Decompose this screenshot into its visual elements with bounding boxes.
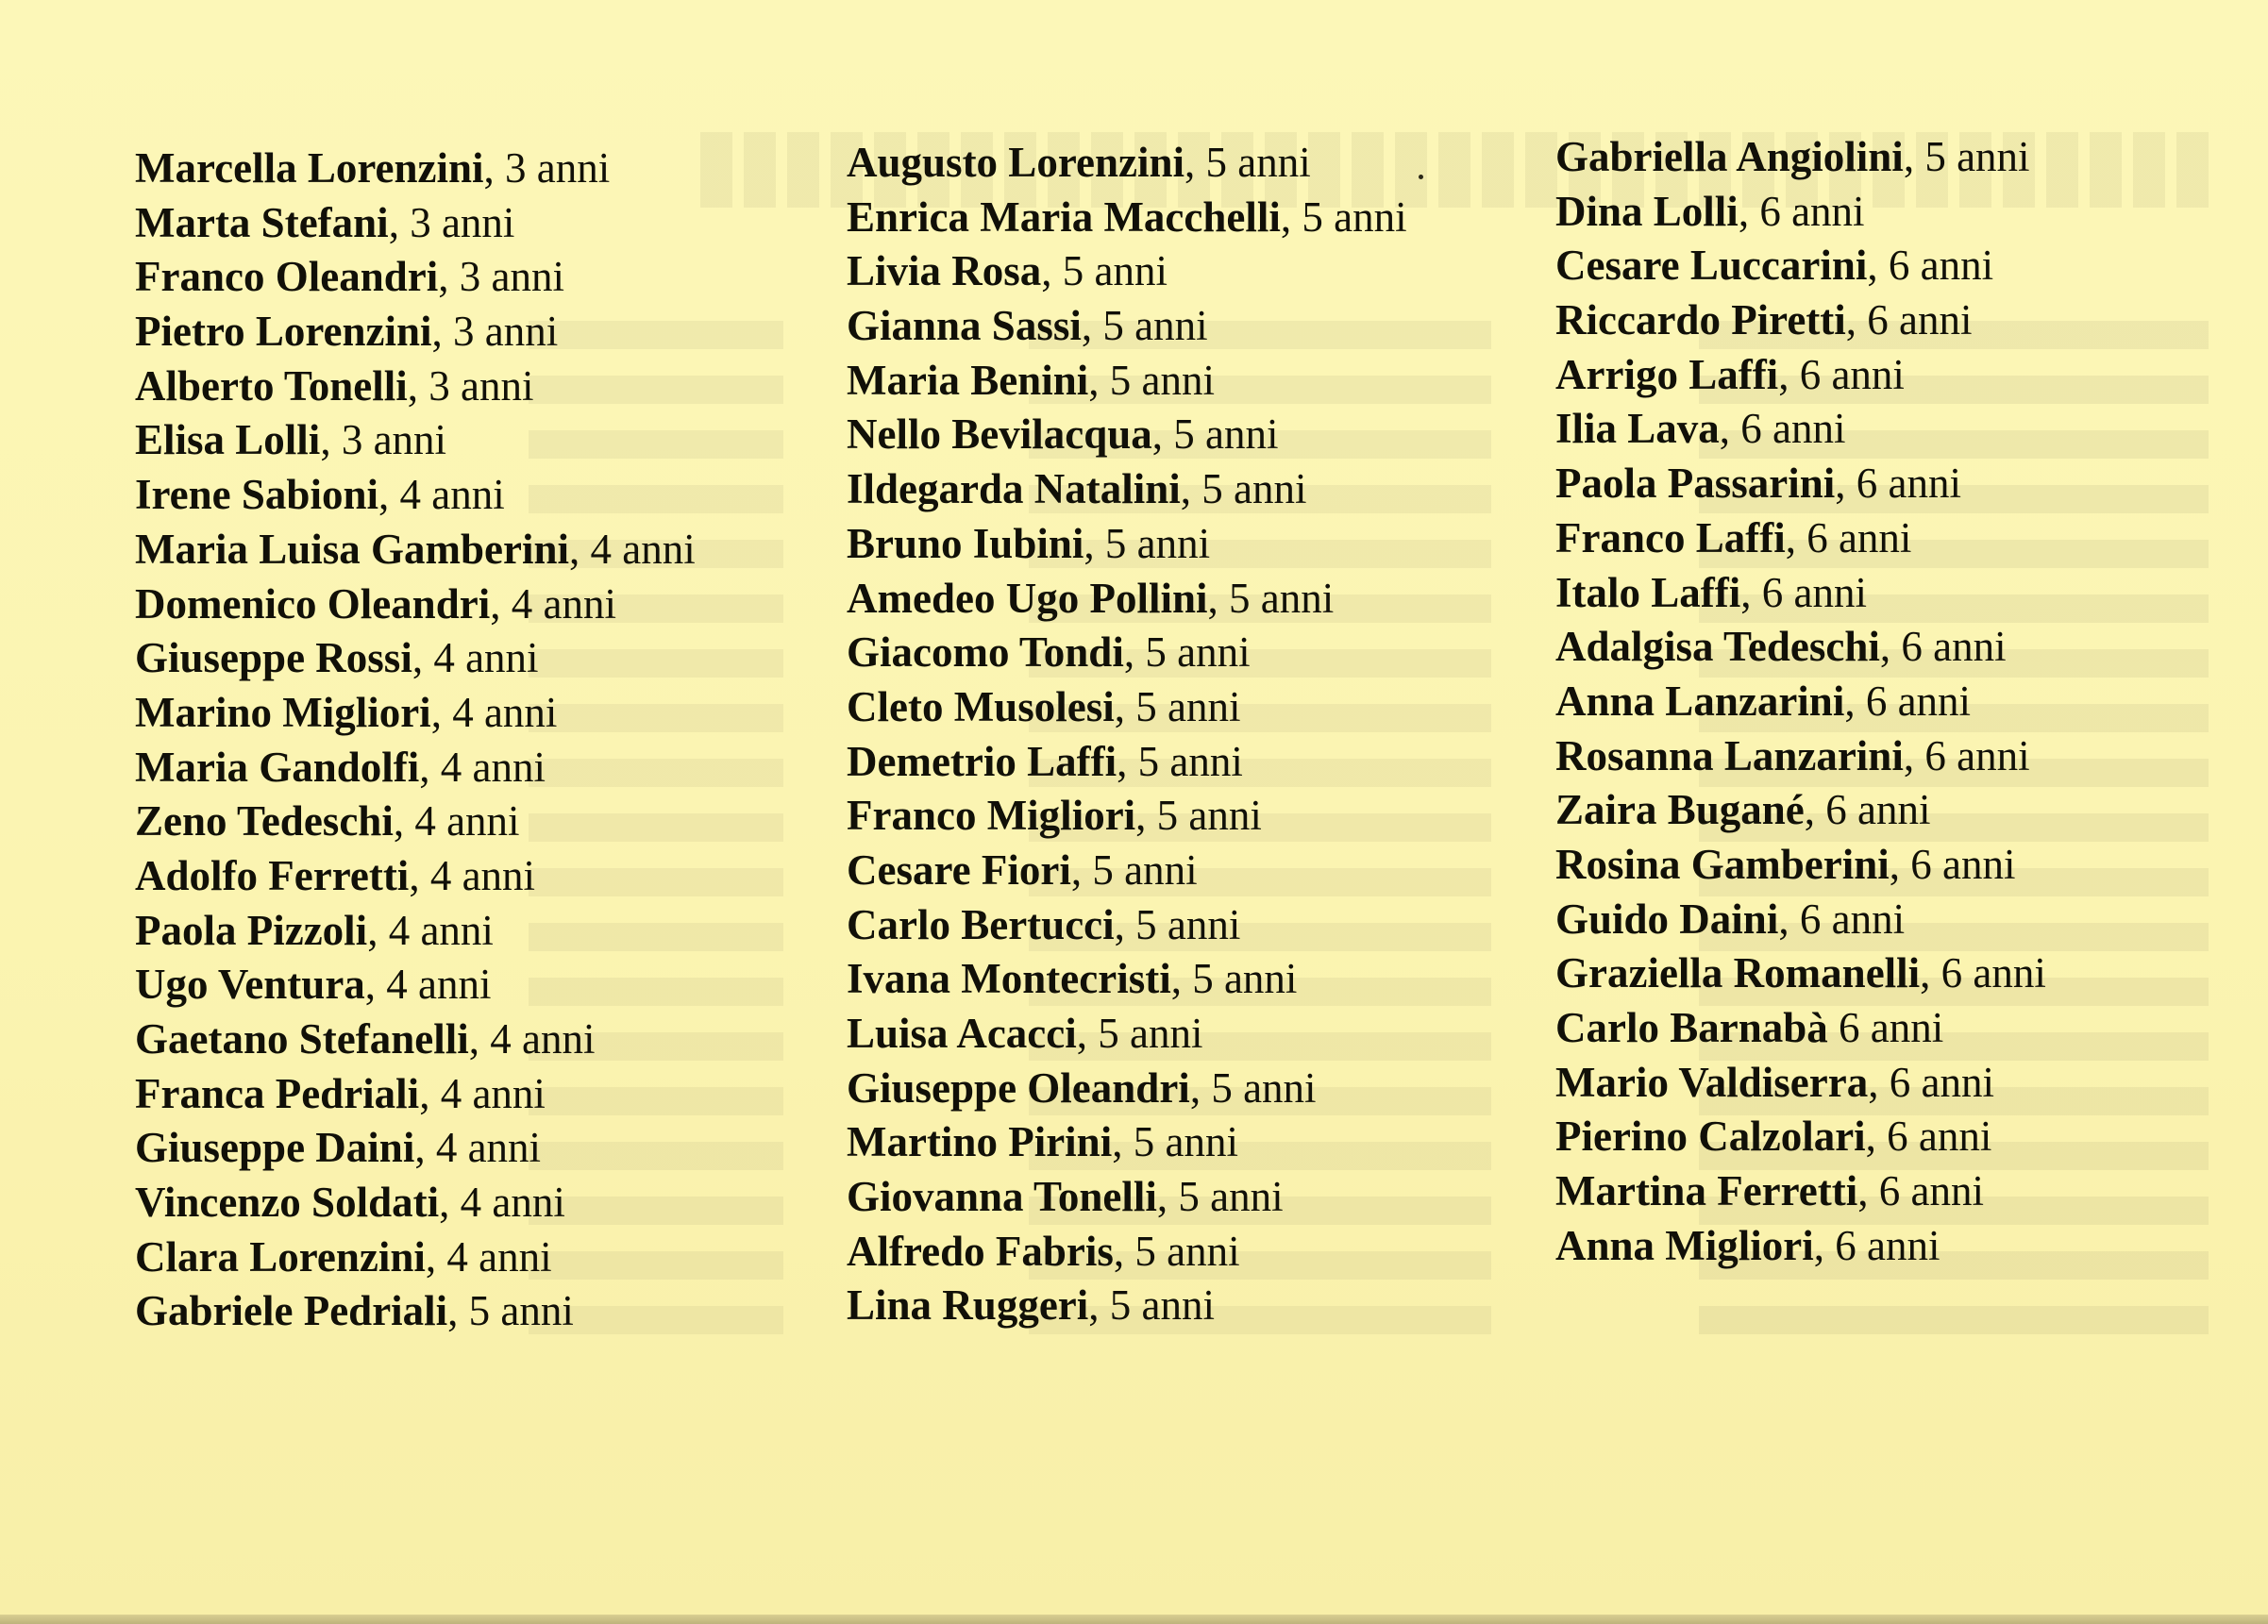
- child-name: Giuseppe Oleandri: [847, 1063, 1190, 1112]
- child-age: , 5 anni: [1088, 356, 1215, 404]
- child-name: Franco Oleandri: [135, 253, 439, 301]
- name-entry: [847, 1225, 1407, 1280]
- child-name: Adolfo Ferretti: [135, 851, 410, 899]
- child-age: , 5 anni: [1189, 1063, 1317, 1112]
- child-age: , 6 anni: [1868, 1058, 1994, 1106]
- child-age: , 6 anni: [1865, 1113, 1992, 1161]
- name-entry: [847, 462, 1407, 517]
- name-entry: [847, 1007, 1407, 1062]
- name-entry: [1555, 185, 2046, 240]
- name-entry: [847, 191, 1407, 245]
- child-name: Adalgisa Tedeschi: [1555, 623, 1880, 671]
- child-age: , 6 anni: [1845, 296, 1973, 344]
- name-entry: [135, 305, 696, 360]
- child-age: , 4 anni: [409, 851, 536, 899]
- name-entry: [1555, 130, 2046, 185]
- child-name: Lina Ruggeri: [847, 1281, 1089, 1330]
- child-age: , 4 anni: [414, 1124, 542, 1172]
- child-age: , 6 anni: [1867, 242, 1994, 290]
- child-name: Ilia Lava: [1555, 405, 1720, 453]
- child-name: Vincenzo Soldati: [135, 1179, 440, 1227]
- name-entry: [847, 517, 1407, 572]
- name-entry: [1555, 293, 2046, 348]
- name-entry: [135, 1013, 696, 1067]
- name-entry: [847, 626, 1407, 680]
- name-entry: [135, 849, 696, 904]
- name-entry: [1555, 1056, 2046, 1111]
- child-age: , 3 anni: [438, 253, 564, 301]
- child-name: Giovanna Tonelli: [847, 1173, 1157, 1221]
- child-age: , 5 anni: [1113, 1227, 1240, 1275]
- child-name: Mario Valdiserra: [1555, 1058, 1869, 1106]
- child-name: Demetrio Laffi: [847, 737, 1117, 785]
- child-name: Luisa Acacci: [847, 1010, 1077, 1057]
- name-entry: [1555, 348, 2046, 403]
- child-age: , 6 anni: [1879, 623, 2007, 671]
- name-entry: [135, 142, 696, 196]
- child-age: , 5 anni: [1903, 133, 2030, 180]
- child-name: Irene Sabioni: [135, 471, 378, 519]
- name-entry: [135, 468, 696, 523]
- name-entry: [847, 789, 1407, 844]
- child-age: , 5 anni: [1041, 247, 1168, 295]
- child-age: , 3 anni: [483, 144, 611, 192]
- child-age: , 4 anni: [468, 1015, 596, 1063]
- child-age: , 5 anni: [1280, 193, 1407, 241]
- child-name: Alberto Tonelli: [135, 361, 408, 410]
- child-name: Ugo Ventura: [135, 961, 365, 1009]
- name-entry: [1555, 1001, 2046, 1056]
- child-age: , 5 anni: [1112, 1118, 1238, 1166]
- names-column-1: [135, 142, 696, 1339]
- child-name: Italo Laffi: [1555, 568, 1741, 616]
- name-entry: [847, 952, 1407, 1007]
- name-entry: [135, 686, 696, 741]
- child-age: , 5 anni: [1114, 900, 1241, 948]
- name-entry: [847, 1115, 1407, 1170]
- name-entry: [847, 299, 1407, 354]
- name-entry: [1555, 675, 2046, 729]
- child-age: , 5 anni: [1156, 1173, 1284, 1221]
- child-age: , 4 anni: [569, 525, 696, 573]
- child-name: Graziella Romanelli: [1555, 949, 1921, 997]
- child-name: Gabriele Pedriali: [135, 1287, 448, 1335]
- child-age: 6 anni: [1827, 1004, 1944, 1051]
- child-age: , 5 anni: [1123, 628, 1251, 677]
- child-name: Carlo Barnabà: [1555, 1004, 1828, 1051]
- child-age: , 4 anni: [364, 961, 492, 1009]
- name-entry: [847, 572, 1407, 627]
- child-age: , 5 anni: [1207, 574, 1335, 622]
- child-age: , 6 anni: [1785, 513, 1912, 561]
- child-age: , 5 anni: [1076, 1010, 1203, 1057]
- name-entry: [1555, 1219, 2046, 1274]
- child-name: Domenico Oleandri: [135, 579, 491, 628]
- child-name: Riccardo Piretti: [1555, 296, 1846, 344]
- child-name: Nello Bevilacqua: [847, 410, 1152, 459]
- name-entry: [135, 795, 696, 849]
- child-name: Gabriella Angiolini: [1555, 133, 1904, 180]
- child-age: , 4 anni: [412, 634, 539, 682]
- name-entry: [135, 250, 696, 305]
- name-entry: [135, 1067, 696, 1122]
- name-entry: [135, 1231, 696, 1285]
- child-name: Marino Migliori: [135, 688, 431, 736]
- child-name: Anna Lanzarini: [1555, 677, 1845, 725]
- child-age: , 6 anni: [1844, 677, 1972, 725]
- name-entry: [135, 1284, 696, 1339]
- child-age: , 5 anni: [1070, 845, 1198, 894]
- child-name: Giuseppe Rossi: [135, 634, 412, 682]
- name-entry: [1555, 566, 2046, 621]
- name-entry: [1555, 239, 2046, 293]
- page-bottom-edge: [0, 1615, 2268, 1624]
- child-age: , 6 anni: [1778, 895, 1906, 943]
- child-age: , 5 anni: [447, 1287, 574, 1335]
- name-entry: [135, 631, 696, 686]
- child-age: , 5 anni: [1084, 519, 1211, 567]
- child-age: , 5 anni: [1088, 1281, 1216, 1330]
- child-age: , 3 anni: [407, 361, 534, 410]
- child-name: Cleto Musolesi: [847, 682, 1115, 730]
- name-entry: [1555, 402, 2046, 457]
- name-entry: [135, 360, 696, 414]
- name-entry: [1555, 620, 2046, 675]
- child-age: , 3 anni: [431, 308, 559, 356]
- child-age: , 6 anni: [1857, 1167, 1984, 1215]
- child-name: Bruno Iubini: [847, 519, 1084, 567]
- child-age: , 4 anni: [367, 906, 494, 954]
- child-name: Rosina Gamberini: [1555, 840, 1890, 888]
- child-name: Franco Laffi: [1555, 513, 1786, 561]
- child-name: Livia Rosa: [847, 247, 1042, 295]
- name-entry: [847, 354, 1407, 409]
- name-entry: [847, 244, 1407, 299]
- name-entry: [1555, 1110, 2046, 1164]
- child-age: , 4 anni: [393, 797, 520, 845]
- name-entry: [1555, 457, 2046, 511]
- child-name: Rosanna Lanzarini: [1555, 731, 1904, 779]
- child-age: , 3 anni: [320, 416, 447, 464]
- child-name: Maria Gandolfi: [135, 743, 420, 791]
- child-age: , 5 anni: [1170, 955, 1298, 1003]
- names-column-2: [847, 136, 1407, 1333]
- child-age: , 6 anni: [1889, 840, 2016, 888]
- child-age: , 5 anni: [1135, 792, 1262, 840]
- child-age: , 6 anni: [1804, 786, 1931, 834]
- child-name: Alfredo Fabris: [847, 1227, 1114, 1275]
- child-name: Ivana Montecristi: [847, 955, 1171, 1003]
- child-name: Gianna Sassi: [847, 302, 1082, 350]
- child-age: , 6 anni: [1740, 568, 1867, 616]
- child-age: , 4 anni: [430, 688, 558, 736]
- child-age: , 5 anni: [1081, 302, 1208, 350]
- child-name: Amedeo Ugo Pollini: [847, 574, 1208, 622]
- child-name: Martina Ferretti: [1555, 1167, 1858, 1215]
- child-name: Cesare Fiori: [847, 845, 1071, 894]
- name-entry: [847, 1062, 1407, 1116]
- child-name: Marcella Lorenzini: [135, 144, 484, 192]
- child-name: Augusto Lorenzini: [847, 139, 1184, 186]
- name-entry: [847, 408, 1407, 462]
- child-name: Cesare Luccarini: [1555, 242, 1868, 290]
- child-name: Paola Passarini: [1555, 460, 1836, 508]
- name-entry: [1555, 838, 2046, 893]
- name-entry: [847, 844, 1407, 898]
- child-name: Arrigo Laffi: [1555, 350, 1779, 398]
- child-name: Maria Luisa Gamberini: [135, 525, 569, 573]
- child-age: , 6 anni: [1719, 405, 1846, 453]
- name-entry: [1555, 893, 2046, 947]
- name-entry: [1555, 729, 2046, 784]
- child-age: , 4 anni: [419, 1069, 546, 1117]
- name-entry: [1555, 1164, 2046, 1219]
- child-age: , 6 anni: [1920, 949, 2046, 997]
- name-entry: [847, 1170, 1407, 1225]
- name-entry: [847, 136, 1407, 191]
- child-name: Enrica Maria Macchelli: [847, 193, 1281, 241]
- child-age: , 4 anni: [490, 579, 616, 628]
- child-name: Elisa Lolli: [135, 416, 321, 464]
- child-name: Giuseppe Daini: [135, 1124, 415, 1172]
- name-entry: [1555, 783, 2046, 838]
- child-name: Anna Migliori: [1555, 1221, 1814, 1269]
- child-age: , 6 anni: [1738, 187, 1865, 235]
- name-entry: [847, 1279, 1407, 1333]
- child-name: Giacomo Tondi: [847, 628, 1124, 677]
- child-name: Pietro Lorenzini: [135, 308, 432, 356]
- child-age: , 5 anni: [1151, 410, 1279, 459]
- child-age: , 6 anni: [1778, 350, 1905, 398]
- child-age: , 5 anni: [1117, 737, 1243, 785]
- child-name: Guido Daini: [1555, 895, 1779, 943]
- name-entry: [135, 413, 696, 468]
- child-name: Maria Benini: [847, 356, 1089, 404]
- name-entry: [135, 1176, 696, 1231]
- child-name: Zeno Tedeschi: [135, 797, 394, 845]
- name-entry: [135, 904, 696, 959]
- child-name: Paola Pizzoli: [135, 906, 368, 954]
- child-age: , 4 anni: [425, 1232, 552, 1281]
- child-age: , 6 anni: [1835, 460, 1961, 508]
- child-age: , 5 anni: [1184, 139, 1311, 186]
- name-entry: [135, 1121, 696, 1176]
- child-name: Dina Lolli: [1555, 187, 1739, 235]
- child-name: Pierino Calzolari: [1555, 1113, 1866, 1161]
- name-entry: [1555, 946, 2046, 1001]
- name-entry: [847, 898, 1407, 953]
- name-entry: [135, 958, 696, 1013]
- child-name: Gaetano Stefanelli: [135, 1015, 469, 1063]
- child-age: , 3 anni: [388, 198, 515, 246]
- child-name: Clara Lorenzini: [135, 1232, 426, 1281]
- child-age: , 6 anni: [1903, 731, 2030, 779]
- child-age: , 6 anni: [1813, 1221, 1940, 1269]
- name-entry: [847, 735, 1407, 790]
- name-entry: [135, 523, 696, 578]
- stray-dot: [1419, 175, 1423, 179]
- name-entry: [1555, 511, 2046, 566]
- child-name: Zaira Bugané: [1555, 786, 1805, 834]
- name-entry: [847, 680, 1407, 735]
- names-column-3: [1555, 130, 2046, 1273]
- child-name: Carlo Bertucci: [847, 900, 1115, 948]
- child-name: Marta Stefani: [135, 198, 389, 246]
- child-age: , 4 anni: [439, 1179, 565, 1227]
- child-name: Ildegarda Natalini: [847, 465, 1181, 513]
- name-entry: [135, 196, 696, 251]
- child-age: , 5 anni: [1114, 682, 1241, 730]
- name-entry: [135, 741, 696, 795]
- child-name: Franco Migliori: [847, 792, 1136, 840]
- child-age: , 5 anni: [1180, 465, 1307, 513]
- child-age: , 4 anni: [419, 743, 546, 791]
- child-name: Martino Pirini: [847, 1118, 1113, 1166]
- child-name: Franca Pedriali: [135, 1069, 420, 1117]
- child-age: , 4 anni: [378, 471, 505, 519]
- name-entry: [135, 578, 696, 632]
